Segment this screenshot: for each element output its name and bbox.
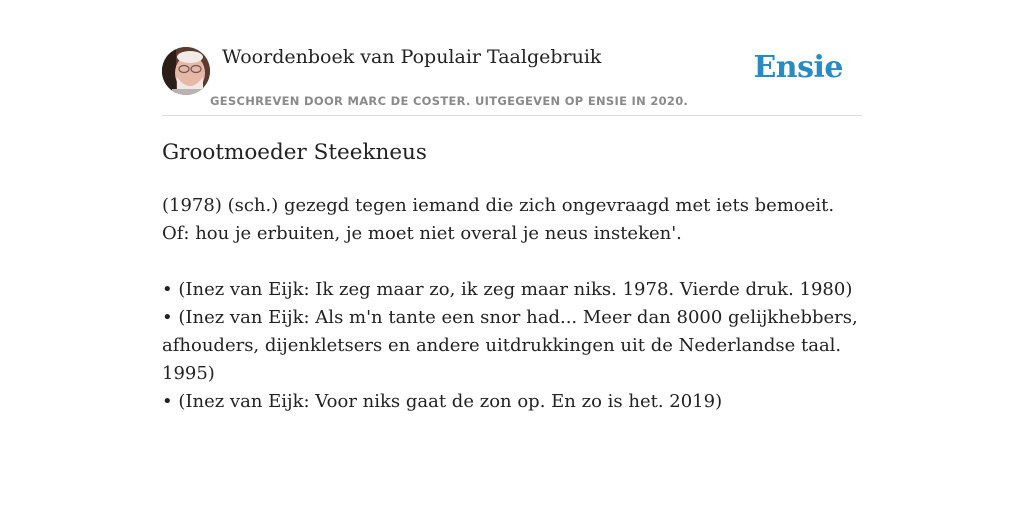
entry-body [162, 192, 862, 416]
ensie-logo[interactable]: Ensie [753, 50, 843, 85]
author-avatar[interactable] [162, 47, 210, 95]
page-header [162, 44, 862, 116]
author-byline: GESCHREVEN DOOR MARC DE COSTER. UITGEGEVEN OP ENSIE IN 2020. [210, 94, 689, 108]
entry-definition: (1978) (sch.) gezegd tegen iemand die zich ongevraagd met iets bemoeit. Of: hou je erbuiten, je moet niet overal je neus insteken'. [162, 195, 835, 244]
entry-title: Grootmoeder Steekneus [162, 140, 427, 165]
paragraph-spacer [162, 248, 862, 276]
author-photo-icon [162, 47, 210, 95]
source-item: • (Inez van Eijk: Als m'n tante een snor had... Meer dan 8000 gelijkhebbers, afhouders, dijenkletsers en andere uitdrukkingen uit de Nederlandse taal. 1995) [162, 307, 858, 384]
source-item: • (Inez van Eijk: Ik zeg maar zo, ik zeg maar niks. 1978. Vierde druk. 1980) [162, 279, 853, 300]
source-item: • (Inez van Eijk: Voor niks gaat de zon op. En zo is het. 2019) [162, 391, 723, 412]
book-title-link[interactable]: Woordenboek van Populair Taalgebruik [222, 46, 602, 68]
